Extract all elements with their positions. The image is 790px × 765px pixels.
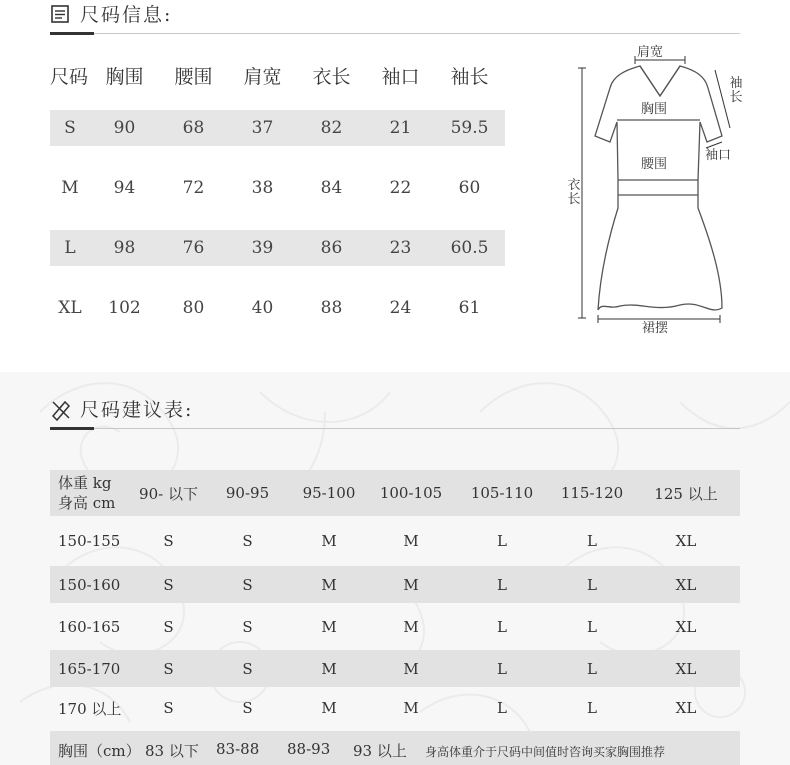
height-range: 160-165 [58,617,121,636]
cell: L [64,238,76,258]
cell: S [242,575,253,594]
recommendation-divider [50,428,740,429]
size-info-title: 尺码信息: [80,4,173,26]
cell: L [587,575,597,594]
cell: 88 [320,298,343,318]
chest-value: 83 以下 [145,742,199,760]
cell: M [403,575,419,594]
header-weight: 体重 kg [58,474,112,492]
cell: 76 [182,238,205,258]
height-range: 150-160 [58,575,121,594]
label-waist: 腰围 [641,157,668,172]
cell: M [403,699,419,717]
cell: L [587,617,597,636]
document-icon [50,4,70,24]
chest-label: 胸围（cm） [58,742,141,760]
cell: 21 [389,118,412,138]
cell: L [587,659,597,678]
cell: 82 [320,118,343,138]
weight-range: 100-105 [379,484,443,502]
header-chest: 胸围 [105,65,144,88]
cell: 84 [320,178,343,198]
header-cuff: 袖口 [381,65,420,88]
cell: M [321,659,337,678]
table-row [50,650,740,687]
cell: M [61,178,79,198]
size-info-divider [50,33,740,34]
table-row [50,110,505,146]
label-cuff: 袖口 [705,148,732,163]
header-height: 身高 cm [58,494,116,512]
cell: S [242,699,253,717]
header-length: 衣长 [312,65,351,88]
cell: 38 [251,178,274,198]
cell: S [163,659,174,678]
height-range: 150-155 [58,532,121,550]
cell: XL [675,532,697,550]
recommendation-header-row [50,470,740,516]
table-row [50,687,740,729]
cell: L [587,699,597,717]
weight-range: 125 以上 [654,484,718,503]
label-hem: 裙摆 [642,321,669,336]
cell: XL [675,575,697,594]
table-row [50,290,505,326]
cell: L [497,659,507,678]
header-shoulder: 肩宽 [243,65,282,88]
label-sleeve-length: 袖长 [729,76,743,105]
header-weight-height [50,473,130,513]
label-shoulder: 肩宽 [637,45,664,60]
cell: 40 [251,298,274,318]
cell: XL [675,699,697,717]
cell: M [403,659,419,678]
cell: 90 [113,118,136,138]
cell: M [403,532,419,550]
cell: 94 [113,178,136,198]
chest-recommendation-row [50,731,740,765]
recommendation-header [50,395,193,422]
label-chest: 胸围 [641,102,668,117]
cell: 80 [182,298,205,318]
cell: 86 [320,238,343,258]
cell: M [321,532,337,550]
cell: M [321,699,337,717]
header-size: 尺码 [50,65,89,88]
cell: 23 [389,238,412,258]
height-range: 170 以上 [58,699,122,718]
cell: 102 [108,298,141,318]
table-row [50,603,740,650]
cell: M [403,617,419,636]
chest-value: 88-93 [287,740,331,758]
cell: 60 [458,178,481,198]
cell: 37 [251,118,274,138]
chest-value: 83-88 [216,740,260,758]
cell: S [163,617,174,636]
label-length: 衣长 [567,178,581,207]
cell: XL [675,659,697,678]
weight-range: 90- 以下 [139,484,198,503]
cell: 68 [182,118,205,138]
height-range: 165-170 [58,659,121,678]
cell: 59.5 [450,118,489,138]
cell: S [163,699,174,717]
header-waist: 腰围 [174,65,213,88]
cell: 72 [182,178,205,198]
cell: XL [675,617,697,636]
ruler-pencil-icon [50,399,70,419]
cell: S [163,532,174,550]
cell: S [163,575,174,594]
recommendation-table [50,470,740,729]
cell: XL [58,298,82,318]
cell: 61 [458,298,481,318]
cell: L [587,532,597,550]
cell: 39 [251,238,274,258]
cell: M [321,617,337,636]
table-row [50,516,740,566]
weight-range: 90-95 [225,484,270,502]
cell: S [242,659,253,678]
weight-range: 95-100 [302,484,356,502]
cell: 60.5 [450,238,489,258]
cell: S [64,118,76,138]
size-note: 身高体重介于尺码中间值时咨询买家胸围推荐 [425,745,666,759]
weight-range: 115-120 [560,484,624,502]
cell: L [497,699,507,717]
cell: 22 [389,178,412,198]
weight-range: 105-110 [470,484,534,502]
cell: L [497,617,507,636]
chest-value: 93 以上 [353,742,407,760]
cell: M [321,575,337,594]
size-table-header [50,50,505,100]
cell: 98 [113,238,136,258]
table-row [50,230,505,266]
cell: L [497,575,507,594]
header-sleeve: 袖长 [450,65,489,88]
size-table [50,50,505,326]
recommendation-title: 尺码建议表: [80,399,194,421]
cell: S [242,532,253,550]
cell: L [497,532,507,550]
size-info-header [50,0,172,27]
dress-measurement-diagram [560,40,760,350]
table-row [50,170,505,206]
cell: 24 [389,298,412,318]
table-row [50,566,740,603]
cell: S [242,617,253,636]
